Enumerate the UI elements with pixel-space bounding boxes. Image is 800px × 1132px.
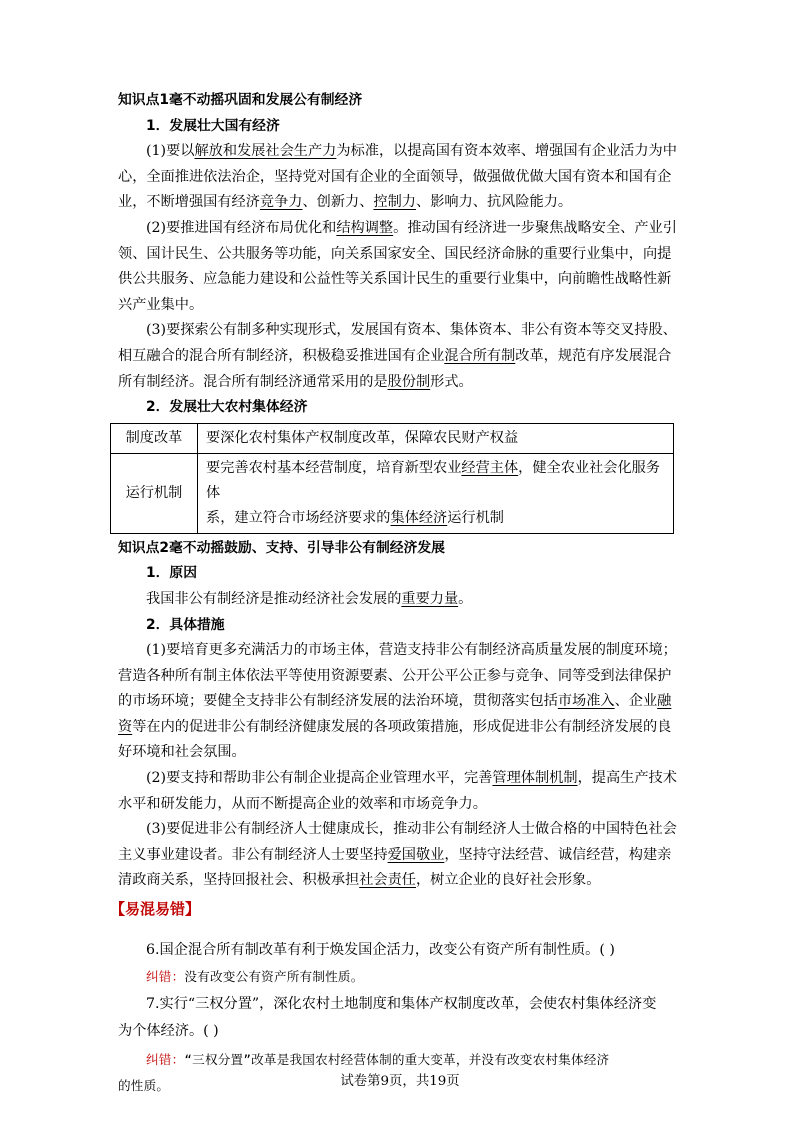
- table-row: [111, 423, 674, 453]
- keyword: 资: [118, 718, 133, 735]
- keyword: 爱国敬业: [387, 846, 445, 863]
- page-footer: 试卷第9页，共19页: [340, 1074, 460, 1089]
- keyword: 股份制: [387, 373, 431, 390]
- question-7-cont: 为个体经济。( ): [118, 1022, 219, 1039]
- paragraph-1-1-1: (1)要以解放和发展社会生产力为标准，以提高国有资本效率、增强国有企业活力为中 心，全面推进依法治企，坚持党对国有企业的全面领导，做强做优做大国有资本和国有企 业，不断增强国有经济竞争力、创新力、控制力、影响力、抗风险能力。: [118, 143, 677, 211]
- document-page: [110, 88, 678, 1099]
- keyword: 市场准入: [557, 693, 615, 710]
- table-value: 要深化农村集体产权制度改革，保障农民财产权益: [198, 423, 674, 453]
- question-7-correction-cont: 的性质。: [118, 1078, 170, 1094]
- paragraph-2-2-2: (2)要支持和帮助非公有制企业提高企业管理水平，完善管理体制机制，提高生产技术 水平和研发能力，从而不断提高企业的效率和市场竞争力。: [118, 770, 677, 812]
- reason-paragraph: 我国非公有制经济是推动经济社会发展的重要力量。: [146, 590, 473, 607]
- keyword: 控制力: [373, 194, 416, 211]
- paragraph-2-2-1: (1)要培育更多充满活力的市场主体，营造支持非公有制经济高质量发展的制度环境； 营造各种所有制主体依法平等使用资源要素、公开公平公正参与竞争、同等受到法律保护 的市场环境；要健全支持非公有制经济发展的法治环境，贯彻落实包括市场准入、企业融 资等在内的促进非公有制经济健康发展的各项政策措施，形成促进非公有制经济发展的良 好环境和社会氛围。: [118, 642, 677, 761]
- keyword: 管理体制机制: [492, 770, 578, 787]
- question-7-correction: 纠错：“三权分置”改革是我国农村经营体制的重大变革，并没有改变农村集体经济: [146, 1051, 610, 1067]
- keyword: 社会责任: [359, 872, 416, 889]
- subsection-1-2-title: 2．发展壮大农村集体经济: [146, 399, 308, 416]
- subsection-2-2-title: 2．具体措施: [146, 616, 225, 633]
- keyword: 融: [657, 693, 672, 710]
- keyword: 解放和发展社会生产力: [194, 143, 337, 160]
- keyword: 经营主体: [461, 459, 519, 476]
- section-1-title: 知识点1毫不动摇巩固和发展公有制经济: [118, 92, 363, 108]
- question-6: 6.国企混合所有制改革有利于焕发国企活力，改变公有资产所有制性质。( ): [146, 942, 615, 959]
- question-7: 7.实行“三权分置”，深化农村土地制度和集体产权制度改革，会使农村集体经济变: [146, 995, 657, 1012]
- keyword: 竞争力: [259, 194, 303, 211]
- question-6-correction: 纠错：没有改变公有资产所有制性质。: [146, 969, 364, 985]
- table-key: 制度改革: [111, 423, 198, 453]
- subsection-2-1-title: 1．原因: [146, 565, 197, 582]
- table-key: 运行机制: [111, 453, 198, 533]
- mix-error-tag: 【易混易错】: [110, 900, 201, 919]
- keyword: 集体经济: [390, 509, 448, 526]
- keyword: 混合所有制: [444, 347, 516, 364]
- table-value: 要完善农村基本经营制度，培育新型农业经营主体，健全农业社会化服务体 系，建立符合市场经济要求的集体经济运行机制: [198, 453, 674, 533]
- section-2-title: 知识点2毫不动摇鼓励、支持、引导非公有制经济发展: [118, 539, 445, 556]
- correction-label: 纠错：: [146, 969, 185, 985]
- collective-economy-table: [110, 423, 674, 534]
- paragraph-2-2-3: (3)要促进非公有制经济人士健康成长，推动非公有制经济人士做合格的中国特色社会 主义事业建设者。非公有制经济人士要坚持爱国敬业，坚持守法经营、诚信经营，构建亲 清政商关系，坚持回报社会、积极承担社会责任，树立企业的良好社会形象。: [118, 821, 677, 889]
- table-row: [111, 453, 674, 533]
- subsection-1-1-title: 1．发展壮大国有经济: [146, 117, 280, 134]
- correction-label: 纠错：: [146, 1051, 185, 1067]
- keyword: 结构调整: [336, 219, 394, 236]
- paragraph-1-1-2: (2)要推进国有经济布局优化和结构调整。推动国有经济进一步聚焦战略安全、产业引 领、国计民生、公共服务等功能，向关系国家安全、国民经济命脉的重要行业集中，向提 供公共服务、应急能力建设和公益性等关系国计民生的重要行业集中，向前瞻性战略性新 兴产业集中。: [118, 219, 677, 313]
- paragraph-1-1-3: (3)要探索公有制多种实现形式，发展国有资本、集体资本、非公有资本等交叉持股、 相互融合的混合所有制经济，积极稳妥推进国有企业混合所有制改革，规范有序发展混合 所有制经济。混合所有制经济通常采用的是股份制形式。: [118, 322, 677, 390]
- keyword: 重要力量: [401, 590, 459, 607]
